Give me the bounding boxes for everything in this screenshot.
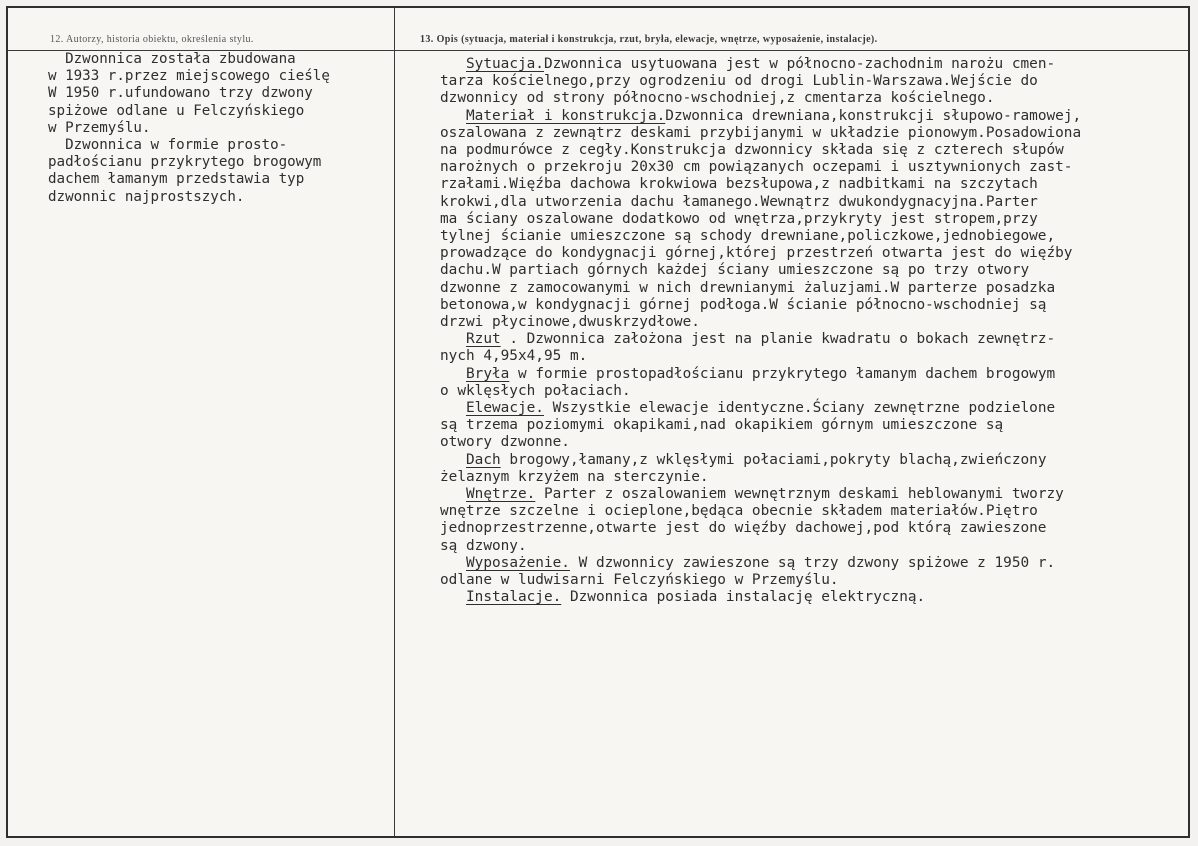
line-indent — [440, 452, 466, 468]
left-line: dachem łamanym przedstawia typ — [48, 171, 305, 188]
section-heading: Sytuacja. — [466, 56, 544, 72]
description-line — [440, 520, 1175, 537]
description-line — [440, 452, 1175, 469]
line-text: otwory dzwonne. — [440, 434, 570, 451]
header-description: 13. Opis (sytuacja, materiał i konstrukcja, rzut, bryła, elewacje, wnętrze, wyposażenie, instalacje). — [420, 34, 878, 45]
description-line — [440, 417, 1175, 434]
description-line — [440, 555, 1175, 572]
line-text: drzwi płycinowe,dwuskrzydłowe. — [440, 314, 700, 331]
line-text: dachu.W partiach górnych każdej ściany umieszczone są po trzy otwory — [440, 262, 1030, 279]
description-line — [440, 228, 1175, 245]
line-indent — [440, 400, 466, 416]
line-text: żelaznym krzyżem na sterczynie. — [440, 468, 709, 485]
line-text: brogowy,łamany,z wklęsłymi połaciami,pokryty blachą,zwieńczony — [500, 451, 1047, 468]
description-line — [440, 400, 1175, 417]
description-line — [440, 211, 1175, 228]
description-line — [440, 538, 1175, 555]
section-heading: Materiał i konstrukcja. — [466, 107, 666, 124]
line-text: na podmurówce z cegły.Konstrukcja dzwonnicy składa się z czterech słupów — [440, 142, 1064, 159]
line-text: W dzwonnicy zawieszone są trzy dzwony spiżowe z 1950 r. — [569, 554, 1056, 571]
column-divider — [394, 8, 395, 836]
line-indent — [440, 486, 466, 502]
section-heading: Rzut — [466, 331, 501, 348]
description-line — [440, 280, 1175, 297]
left-line: padłościanu przykrytego brogowym — [48, 154, 322, 171]
description-line — [440, 194, 1175, 211]
description-line — [440, 297, 1175, 314]
line-text: są dzwony. — [440, 537, 527, 554]
line-text: . Dzwonnica założona jest na planie kwadratu o bokach zewnętrz- — [500, 331, 1056, 348]
line-text: o wklęsłych połaciach. — [440, 382, 631, 399]
description-line — [440, 486, 1175, 503]
line-text: betonowa,w kondygnacji górnej podłoga.W ścianie północno-wschodniej są — [440, 296, 1047, 313]
line-indent — [440, 56, 466, 72]
section-heading: Dach — [466, 451, 501, 468]
description-line — [440, 434, 1175, 451]
line-text: krokwi,dla utworzenia dachu łamanego.Wewnątrz dwukondygnacyjna.Parter — [440, 193, 1038, 210]
line-text: dzwonne z zamocowanymi w nich drewnianymi żaluzjami.W parterze posadzka — [440, 279, 1056, 296]
description-line — [440, 572, 1175, 589]
line-text: Parter z oszalowaniem wewnętrznym deskami heblowanymi tworzy — [535, 486, 1064, 503]
left-line: spiżowe odlane u Felczyńskiego — [48, 102, 305, 119]
authors-history-text — [48, 51, 383, 206]
line-indent — [440, 589, 466, 605]
line-text: rzałami.Więźba dachowa krokwiowa bezsłupowa,z nadbitkami na szczytach — [440, 176, 1038, 193]
description-line — [440, 108, 1175, 125]
left-line: w 1933 r.przez miejscowego cieślę — [48, 68, 330, 85]
description-line — [440, 73, 1175, 90]
section-heading: Wnętrze. — [466, 486, 536, 503]
line-indent — [440, 555, 466, 571]
left-line: dzwonnic najprostszych. — [48, 188, 245, 205]
line-indent — [440, 331, 466, 347]
line-text: Wszystkie elewacje identyczne.Ściany zewnętrzne podzielone — [543, 400, 1056, 417]
section-heading: Bryła — [466, 365, 510, 382]
line-text: narożnych o przekroju 20x30 cm powiązanych oczepami i usztywnionych zast- — [440, 159, 1073, 176]
left-line: Dzwonnica została zbudowana — [48, 51, 296, 67]
line-text: tylnej ścianie umieszczone są schody drewniane,policzkowe,jednobiegowe, — [440, 228, 1056, 245]
description-line — [440, 348, 1175, 365]
left-line: W 1950 r.ufundowano trzy dzwony — [48, 85, 313, 102]
line-text: nych 4,95x4,95 m. — [440, 348, 588, 365]
description-line — [440, 383, 1175, 400]
description-line — [440, 314, 1175, 331]
description-line — [440, 125, 1175, 142]
description-line — [440, 366, 1175, 383]
section-heading: Elewacje. — [466, 400, 544, 417]
description-line — [440, 262, 1175, 279]
description-text — [440, 56, 1175, 607]
line-text: wnętrze szczelne i ocieplone,będąca obecnie składem materiałów.Piętro — [440, 503, 1038, 520]
line-text: prowadzące do kondygnacji górnej,której przestrzeń otwarta jest do więźby — [440, 245, 1073, 262]
description-line — [440, 159, 1175, 176]
line-text: Dzwonnica drewniana,konstrukcji słupowo-ramowej, — [665, 107, 1082, 124]
description-line — [440, 503, 1175, 520]
description-line — [440, 90, 1175, 107]
line-text: oszalowana z zewnątrz deskami przybijanymi w układzie pionowym.Posadowiona — [440, 124, 1082, 141]
description-line — [440, 176, 1175, 193]
left-line: Dzwonnica w formie prosto- — [48, 137, 288, 154]
line-indent — [440, 366, 466, 382]
line-text: Dzwonnica posiada instalację elektryczną. — [561, 589, 926, 606]
description-line — [440, 245, 1175, 262]
section-heading: Wyposażenie. — [466, 554, 570, 571]
line-text: dzwonnicy od strony północno-wschodniej,z cmentarza kościelnego. — [440, 90, 995, 107]
line-text: są trzema poziomymi okapikami,nad okapikiem górnym umieszczone są — [440, 417, 1004, 434]
left-line: w Przemyślu. — [48, 119, 151, 136]
line-text: ma ściany oszalowane dodatkowo od wnętrza,przykryty jest stropem,przy — [440, 210, 1038, 227]
line-text: tarza kościelnego,przy ogrodzeniu od drogi Lublin-Warszawa.Wejście do — [440, 73, 1038, 90]
description-line — [440, 56, 1175, 73]
line-text: jednoprzestrzenne,otwarte jest do więźby dachowej,pod którą zawieszone — [440, 520, 1047, 537]
line-text: w formie prostopadłościanu przykrytego łamanym dachem brogowym — [509, 365, 1056, 382]
description-line — [440, 469, 1175, 486]
header-authors-history: 12. Autorzy, historia obiektu, określenia stylu. — [50, 34, 254, 45]
description-line — [440, 589, 1175, 606]
description-line — [440, 142, 1175, 159]
line-indent — [440, 108, 466, 124]
section-heading: Instalacje. — [466, 589, 562, 606]
line-text: odlane w ludwisarni Felczyńskiego w Przemyślu. — [440, 572, 839, 589]
description-line — [440, 331, 1175, 348]
line-text: Dzwonnica usytuowana jest w północno-zachodnim narożu cmen- — [543, 56, 1056, 72]
